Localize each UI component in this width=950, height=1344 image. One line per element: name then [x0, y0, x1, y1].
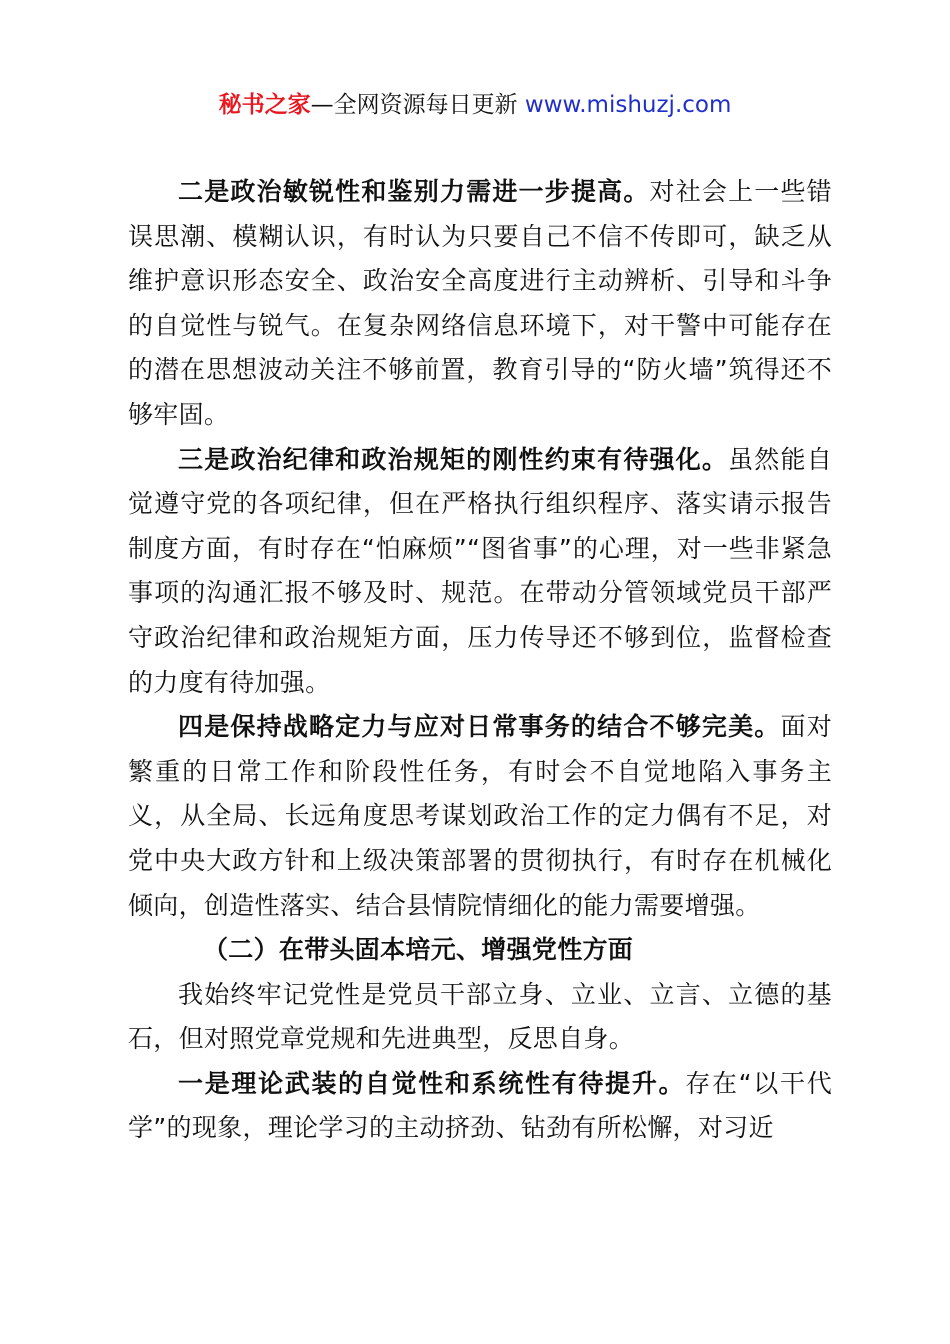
paragraph-strategic-focus	[128, 705, 832, 928]
header-tagline: —全网资源每日更新	[310, 92, 525, 118]
paragraph-body: 存在“以干代学”的现象，理论学习的主动挤劲、钻劲有所松懈，对习近	[128, 1068, 832, 1143]
paragraph-discipline	[128, 438, 832, 706]
document-body	[128, 170, 832, 1151]
paragraph-body: 对社会上一些错误思潮、模糊认识，有时认为只要自己不信不传即可，缺乏从维护意识形态安全、政治安全高度进行主动辨析、引导和斗争的自觉性与锐气。在复杂网络信息环境下，对干警中可能存在的潜在思想波动关注不够前置，教育引导的“防火墙”筑得还不够牢固。	[128, 177, 832, 429]
paragraph-lead: 一是理论武装的自觉性和系统性有待提升。	[178, 1068, 686, 1098]
paragraph-lead: 四是保持战略定力与应对日常事务的结合不够完美。	[178, 712, 781, 742]
paragraph-theory-study	[128, 1062, 832, 1151]
section-heading: （二）在带头固本培元、增强党性方面	[203, 935, 634, 965]
page-header	[0, 88, 950, 122]
section-intro: 我始终牢记党性是党员干部立身、立业、立言、立德的基石，但对照党章党规和先进典型，反思自身。	[128, 979, 832, 1054]
paragraph-body: 面对繁重的日常工作和阶段性任务，有时会不自觉地陷入事务主义，从全局、长远角度思考谋划政治工作的定力偶有不足，对党中央大政方针和上级决策部署的贯彻执行，有时存在机械化倾向，创造性落实、结合县情院情细化的能力需要增强。	[128, 712, 832, 920]
paragraph-political-sensitivity	[128, 170, 832, 438]
website-link[interactable]: www.mishuzj.com	[524, 92, 732, 118]
paragraph-lead: 三是政治纪律和政治规矩的刚性约束有待强化。	[178, 444, 729, 474]
paragraph-lead: 二是政治敏锐性和鉴别力需进一步提高。	[178, 177, 650, 206]
paragraph-body: 虽然能自觉遵守党的各项纪律，但在严格执行组织程序、落实请示报告制度方面，有时存在“怕麻烦”“图省事”的心理，对一些非紧急事项的沟通汇报不够及时、规范。在带动分管领域党员干部严守政治纪律和政治规矩方面，压力传导还不够到位，监督检查的力度有待加强。	[128, 444, 832, 697]
brand-name: 秘书之家	[218, 92, 311, 118]
